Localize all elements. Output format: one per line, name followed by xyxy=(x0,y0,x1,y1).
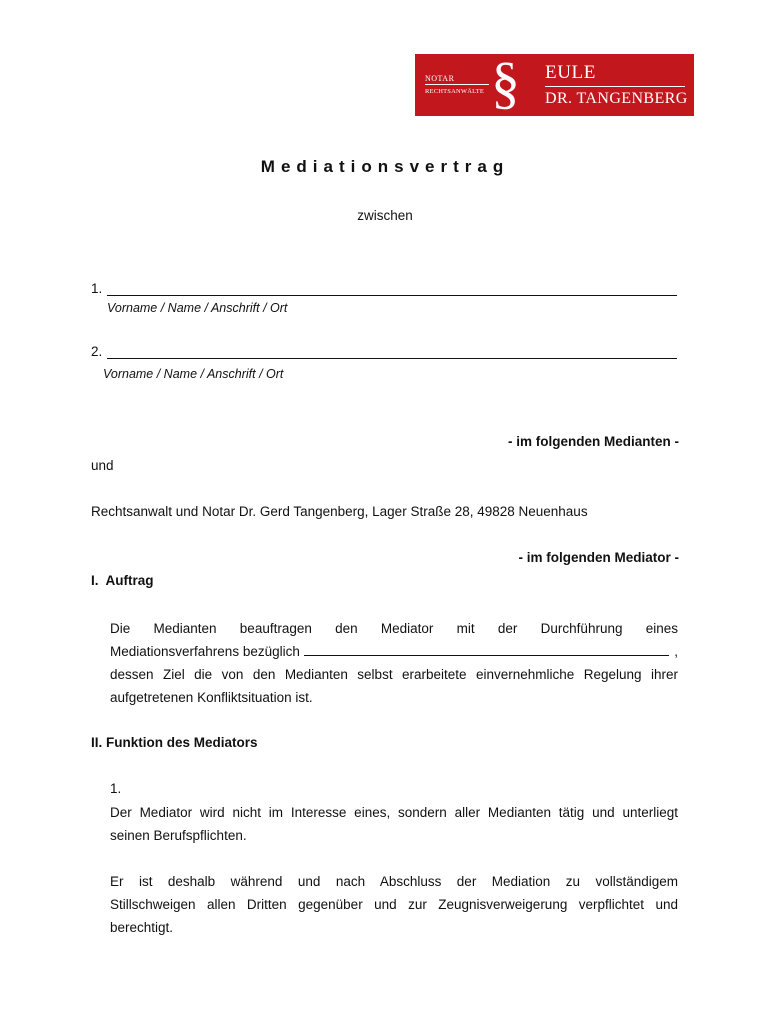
section-2-p2-line-1: Er ist deshalb während und nach Abschluss der Mediation zu vollständigem xyxy=(110,874,678,889)
logo-eule-text: EULE xyxy=(545,62,596,83)
logo-tangenberg-text: DR. TANGENBERG xyxy=(545,90,688,107)
section-2-p1-line-1: Der Mediator wird nicht im Interesse eines, sondern aller Medianten tätig und unterliegt xyxy=(110,805,678,820)
logo-paragraph-icon: § xyxy=(491,54,520,115)
section-2-p1-line-2: seinen Berufspflichten. xyxy=(110,828,247,843)
firm-logo xyxy=(415,54,694,116)
section-1-heading: I. Auftrag xyxy=(91,573,154,588)
section-2-item-number: 1. xyxy=(110,781,122,796)
section-1-line-2 xyxy=(110,640,678,663)
section-2-paragraph-2 xyxy=(110,870,678,939)
subject-blank-comma: , xyxy=(674,644,678,659)
party-1-blank[interactable] xyxy=(107,282,677,296)
mediator-address: Rechtsanwalt und Notar Dr. Gerd Tangenberg, Lager Straße 28, 49828 Neuenhaus xyxy=(91,504,588,519)
und-label: und xyxy=(91,458,114,473)
logo-divider xyxy=(425,84,489,85)
section-2-p2-line-3: berechtigt. xyxy=(110,920,174,935)
party-1-number: 1. xyxy=(91,281,103,296)
logo-notar-text: NOTAR xyxy=(425,74,455,83)
section-2-heading: II. Funktion des Mediators xyxy=(91,735,258,750)
section-2-paragraph-1 xyxy=(110,801,678,847)
party-2-number: 2. xyxy=(91,344,103,359)
medianten-label: - im folgenden Medianten - xyxy=(508,434,679,449)
section-2-p2-line-2: Stillschweigen allen Dritten gegenüber und zur Zeugnisverweigerung verpflichtet und xyxy=(110,897,678,912)
party-2-hint: Vorname / Name / Anschrift / Ort xyxy=(103,367,284,381)
logo-rechtsanwaelte-text: RECHTSANWÄLTE xyxy=(425,88,485,95)
section-1-line-4: aufgetretenen Konfliktsituation ist. xyxy=(110,690,313,705)
logo-divider-main xyxy=(545,86,685,87)
document-title: Mediationsvertrag xyxy=(260,157,510,176)
mediator-label: - im folgenden Mediator - xyxy=(518,550,679,565)
section-1-line-3: dessen Ziel die von den Medianten selbst erarbeitete einvernehmliche Regelung ihrer xyxy=(110,667,678,682)
between-label: zwischen xyxy=(357,208,413,223)
section-1-paragraph xyxy=(110,617,678,709)
section-1-line-2-text: Mediationsverfahrens bezüglich xyxy=(110,644,300,659)
subject-blank[interactable] xyxy=(304,643,669,656)
section-1-line-1: Die Medianten beauftragen den Mediator mit der Durchführung eines xyxy=(110,621,678,636)
party-1-hint: Vorname / Name / Anschrift / Ort xyxy=(107,301,288,315)
party-2-blank[interactable] xyxy=(107,345,677,359)
